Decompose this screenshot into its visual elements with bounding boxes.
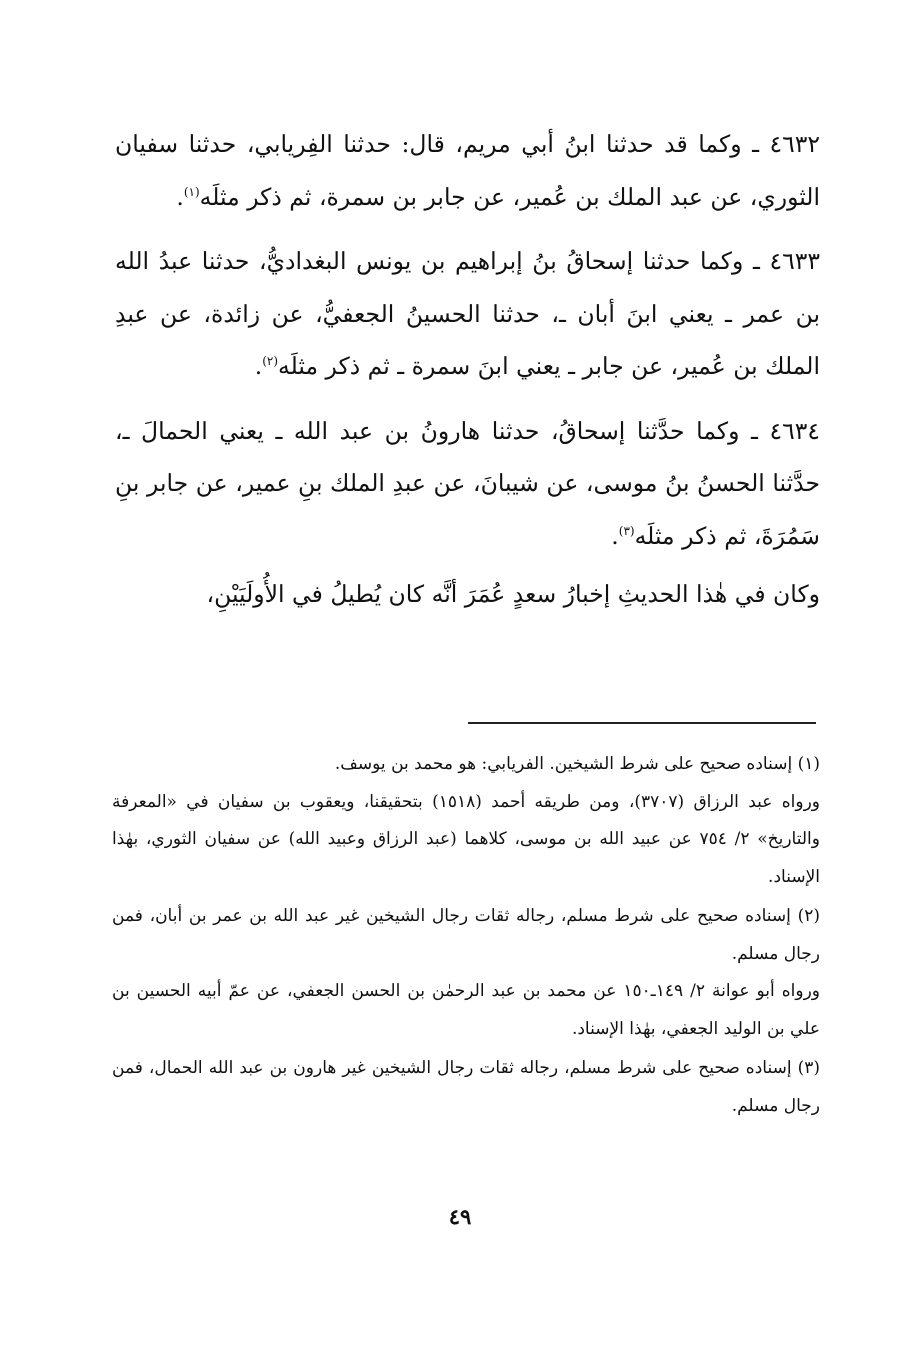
page-number: ٤٩	[448, 1204, 472, 1229]
hadith-4632-text: ٤٦٣٢ ـ وكما قد حدثنا ابنُ أبي مريم، قال: حدثنا الفِريابي، حدثنا سفيان الثوري، عن عبد الملك بن عُمير، عن جابر بن سمرة، ثم ذكر مثلَه	[115, 130, 820, 211]
footnote-ref-3: (٣)	[618, 523, 635, 538]
footnote-3: (٣) إسناده صحيح على شرط مسلم، رجاله ثقات رجال الشيخين غير هارون بن عبد الله الحمال، فمن رجال مسلم.	[112, 1058, 820, 1116]
footnote-1: (١) إسناده صحيح على شرط الشيخين. الفريابي: هو محمد بن يوسف.	[334, 754, 820, 774]
footnote-1-continued: ورواه عبد الرزاق (٣٧٠٧)، ومن طريقه أحمد (١٥١٨) بتحقيقنا، ويعقوب بن سفيان في «المعرفة والتاريخ» ٢/ ٧٥٤ عن عبيد الله بن موسى، كلاهما (عبد الرزاق وعبيد الله) عن سفيان الثوري، بهٰذا الإسناد.	[112, 791, 820, 887]
hadith-4633-text: ٤٦٣٣ ـ وكما حدثنا إسحاقُ بنُ إبراهيم بن يونس البغداديُّ، حدثنا عبدُ الله بن عمر ـ يعني ابنَ أبان ـ، حدثنا الحسينُ الجعفيُّ، عن زائدة، عن عبدِ الملك بن عُمير، عن جابر ـ يعني ابنَ سمرة ـ ثم ذكر مثلَه	[115, 247, 820, 380]
footnote-2: (٢) إسناده صحيح على شرط مسلم، رجاله ثقات رجال الشيخين غير عبد الله بن عمر بن أبان، فمن رجال مسلم.	[112, 906, 820, 964]
hadith-4633: ٤٦٣٣ ـ وكما حدثنا إسحاقُ بنُ إبراهيم بن يونس البغداديُّ، حدثنا عبدُ الله بن عمر ـ يعني ابنَ أبان ـ، حدثنا الحسينُ الجعفيُّ، عن زائدة، عن عبدِ الملك بن عُمير، عن جابر ـ يعني ابنَ سمرة ـ ثم ذكر مثلَه$^{(٢)}$.	[115, 247, 820, 380]
hadith-4634: ٤٦٣٤ ـ وكما حدَّثنا إسحاقُ، حدثنا هارونُ بن عبد الله ـ يعني الحمالَ ـ، حدَّثنا الحسنُ بنُ موسى، عن شيبانَ، عن عبدِ الملك بنِ عمير، عن جابر بنِ سَمُرَةَ، ثم ذكر مثلَه$^{(٣)}$.	[115, 416, 820, 550]
footnotes	[112, 746, 820, 1125]
hadith-4632: ٤٦٣٢ ـ وكما قد حدثنا ابنُ أبي مريم، قال: حدثنا الفِريابي، حدثنا سفيان الثوري، عن عبد الملك بن عُمير، عن جابر بن سمرة، ثم ذكر مثلَه$^{(١)}$.	[115, 130, 820, 211]
closing-line: وكان في هٰذا الحديثِ إخبارُ سعدٍ عُمَرَ أنَّه كان يُطيلُ في الأُولَيَيْنِ،	[206, 580, 820, 608]
footnote-ref-2: (٢)	[262, 354, 279, 369]
footnote-separator	[468, 722, 816, 724]
footnote-2-continued: ورواه أبو عوانة ٢/ ١٤٩ـ١٥٠ عن محمد بن عبد الرحمٰن بن الحسن الجعفي، عن عمّ أبيه الحسين بن علي بن الوليد الجعفي، بهٰذا الإسناد.	[112, 981, 821, 1039]
main-text	[115, 118, 820, 621]
footnote-ref-1: (١)	[183, 184, 200, 199]
hadith-4634-text: ٤٦٣٤ ـ وكما حدَّثنا إسحاقُ، حدثنا هارونُ بن عبد الله ـ يعني الحمالَ ـ، حدَّثنا الحسنُ بنُ موسى، عن شيبانَ، عن عبدِ الملك بنِ عمير، عن جابر بنِ سَمُرَةَ، ثم ذكر مثلَه	[115, 416, 820, 550]
